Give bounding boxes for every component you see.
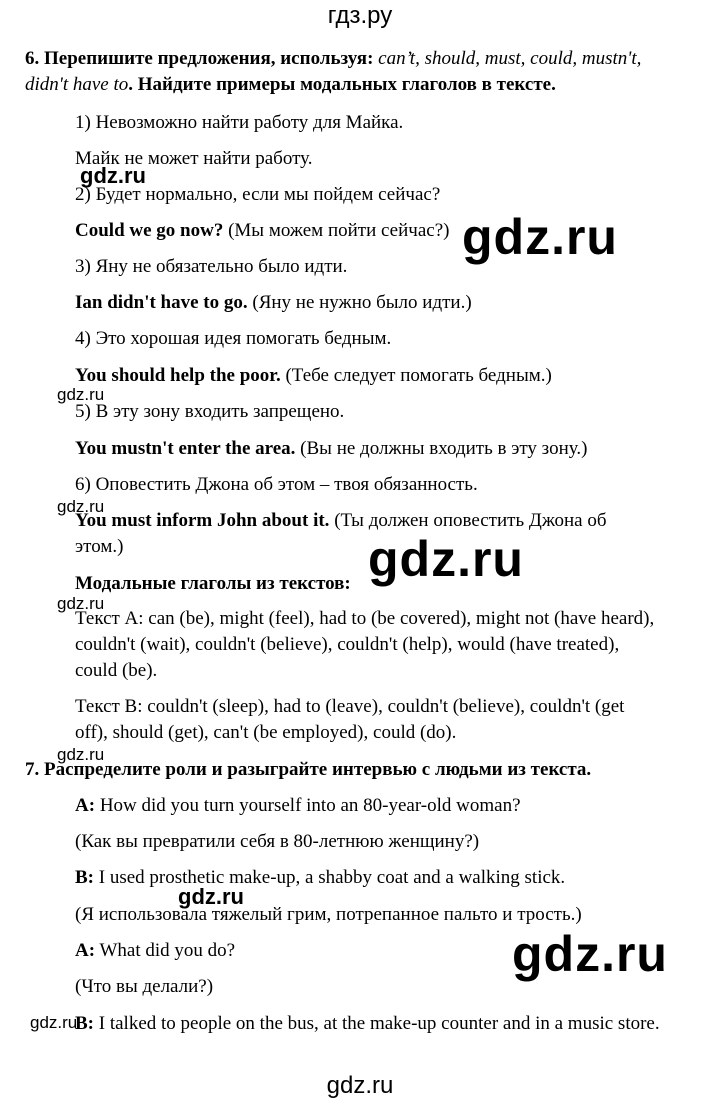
item6-answer-ru: (Ты должен оповестить Джона об — [329, 510, 607, 531]
task6-modals-2: didn't have to — [25, 74, 129, 95]
watermark: gdz.ru — [80, 163, 146, 188]
modals-heading: Модальные глаголы из текстов: — [75, 573, 351, 594]
text-a-line3: could (be). — [75, 660, 158, 681]
speaker-a: A: — [75, 795, 96, 816]
item5-prompt: 5) В эту зону входить запрещено. — [75, 401, 345, 422]
item6-answer-en: You must inform John about it. — [75, 510, 330, 531]
task6-heading-line1 — [25, 47, 641, 71]
task6-title: 6. Перепишите предложения, используя: — [25, 48, 374, 69]
item3-prompt: 3) Яну не обязательно было идти. — [75, 256, 348, 277]
watermark: gdz.ru — [57, 745, 105, 764]
item4-answer-ru: (Тебе следует помогать бедным.) — [280, 365, 552, 386]
item4-answer-en: You should help the poor. — [75, 365, 281, 386]
text-a-line2: couldn't (wait), couldn't (believe), couldn't (help), would (have treated), — [75, 634, 620, 655]
task7-line5-text: What did you do? — [95, 940, 236, 961]
task7-line7 — [75, 1012, 660, 1036]
watermark: gdz.ru — [57, 594, 105, 613]
item6-answer — [75, 509, 607, 533]
item3-answer — [75, 291, 472, 315]
site-header: гдз.ру — [327, 2, 393, 29]
task7-line5 — [75, 939, 235, 963]
speaker-b: B: — [75, 867, 94, 888]
task7-line4: (Я использовала тяжелый грим, потрепанное пальто и трость.) — [75, 904, 582, 925]
text-b-line1: Текст B: couldn't (sleep), had to (leave), couldn't (believe), couldn't (get — [75, 696, 625, 717]
task7-line1-text: How did you turn yourself into an 80-year-old woman? — [95, 795, 521, 816]
task7-line3 — [75, 866, 565, 890]
task6-title-tail: . Найдите примеры модальных глаголов в тексте. — [128, 74, 556, 95]
watermark-large: gdz.ru — [462, 209, 618, 265]
item1-prompt: 1) Невозможно найти работу для Майка. — [75, 112, 404, 133]
site-footer: gdz.ru — [326, 1072, 394, 1099]
task6-heading-line2 — [25, 73, 556, 97]
speaker-b: B: — [75, 1013, 94, 1034]
item6-answer-cont: этом.) — [75, 536, 124, 557]
task6-modals-1: can’t, should, must, could, mustn't, — [378, 48, 642, 69]
item1-answer: Майк не может найти работу. — [75, 148, 313, 169]
task7-line3-text: I used prosthetic make-up, a shabby coat and a walking stick. — [94, 867, 566, 888]
item3-answer-ru: (Яну не нужно было идти.) — [247, 292, 472, 313]
watermark: gdz.ru — [30, 1013, 78, 1032]
task7-line7-text: I talked to people on the bus, at the make-up counter and in a music store. — [94, 1013, 660, 1034]
watermark: gdz.ru — [57, 385, 105, 404]
task7-line6: (Что вы делали?) — [75, 976, 214, 997]
item6-prompt: 6) Оповестить Джона об этом – твоя обязанность. — [75, 474, 478, 495]
item3-answer-en: Ian didn't have to go. — [75, 292, 248, 313]
item5-answer — [75, 437, 587, 461]
item2-answer-ru: (Мы можем пойти сейчас?) — [223, 220, 450, 241]
speaker-a: A: — [75, 940, 96, 961]
item2-answer — [75, 219, 449, 243]
item4-prompt: 4) Это хорошая идея помогать бедным. — [75, 328, 392, 349]
item2-prompt: 2) Будет нормально, если мы пойдем сейчас? — [75, 184, 441, 205]
text-a-line1: Текст A: can (be), might (feel), had to (be covered), might not (have heard), — [75, 608, 655, 629]
task7-line2: (Как вы превратили себя в 80-летнюю женщину?) — [75, 831, 480, 852]
item5-answer-en: You mustn't enter the area. — [75, 438, 296, 459]
item2-answer-en: Could we go now? — [75, 220, 224, 241]
watermark: gdz.ru — [57, 497, 105, 516]
watermark-large: gdz.ru — [368, 531, 524, 587]
task7-title: 7. Распределите роли и разыграйте интервью с людьми из текста. — [25, 759, 592, 780]
watermark-large: gdz.ru — [512, 926, 668, 982]
item4-answer — [75, 364, 552, 388]
item5-answer-ru: (Вы не должны входить в эту зону.) — [295, 438, 588, 459]
task7-line1 — [75, 794, 521, 818]
watermark: gdz.ru — [178, 884, 244, 909]
text-b-line2: off), should (get), can't (be employed), could (do). — [75, 722, 457, 743]
